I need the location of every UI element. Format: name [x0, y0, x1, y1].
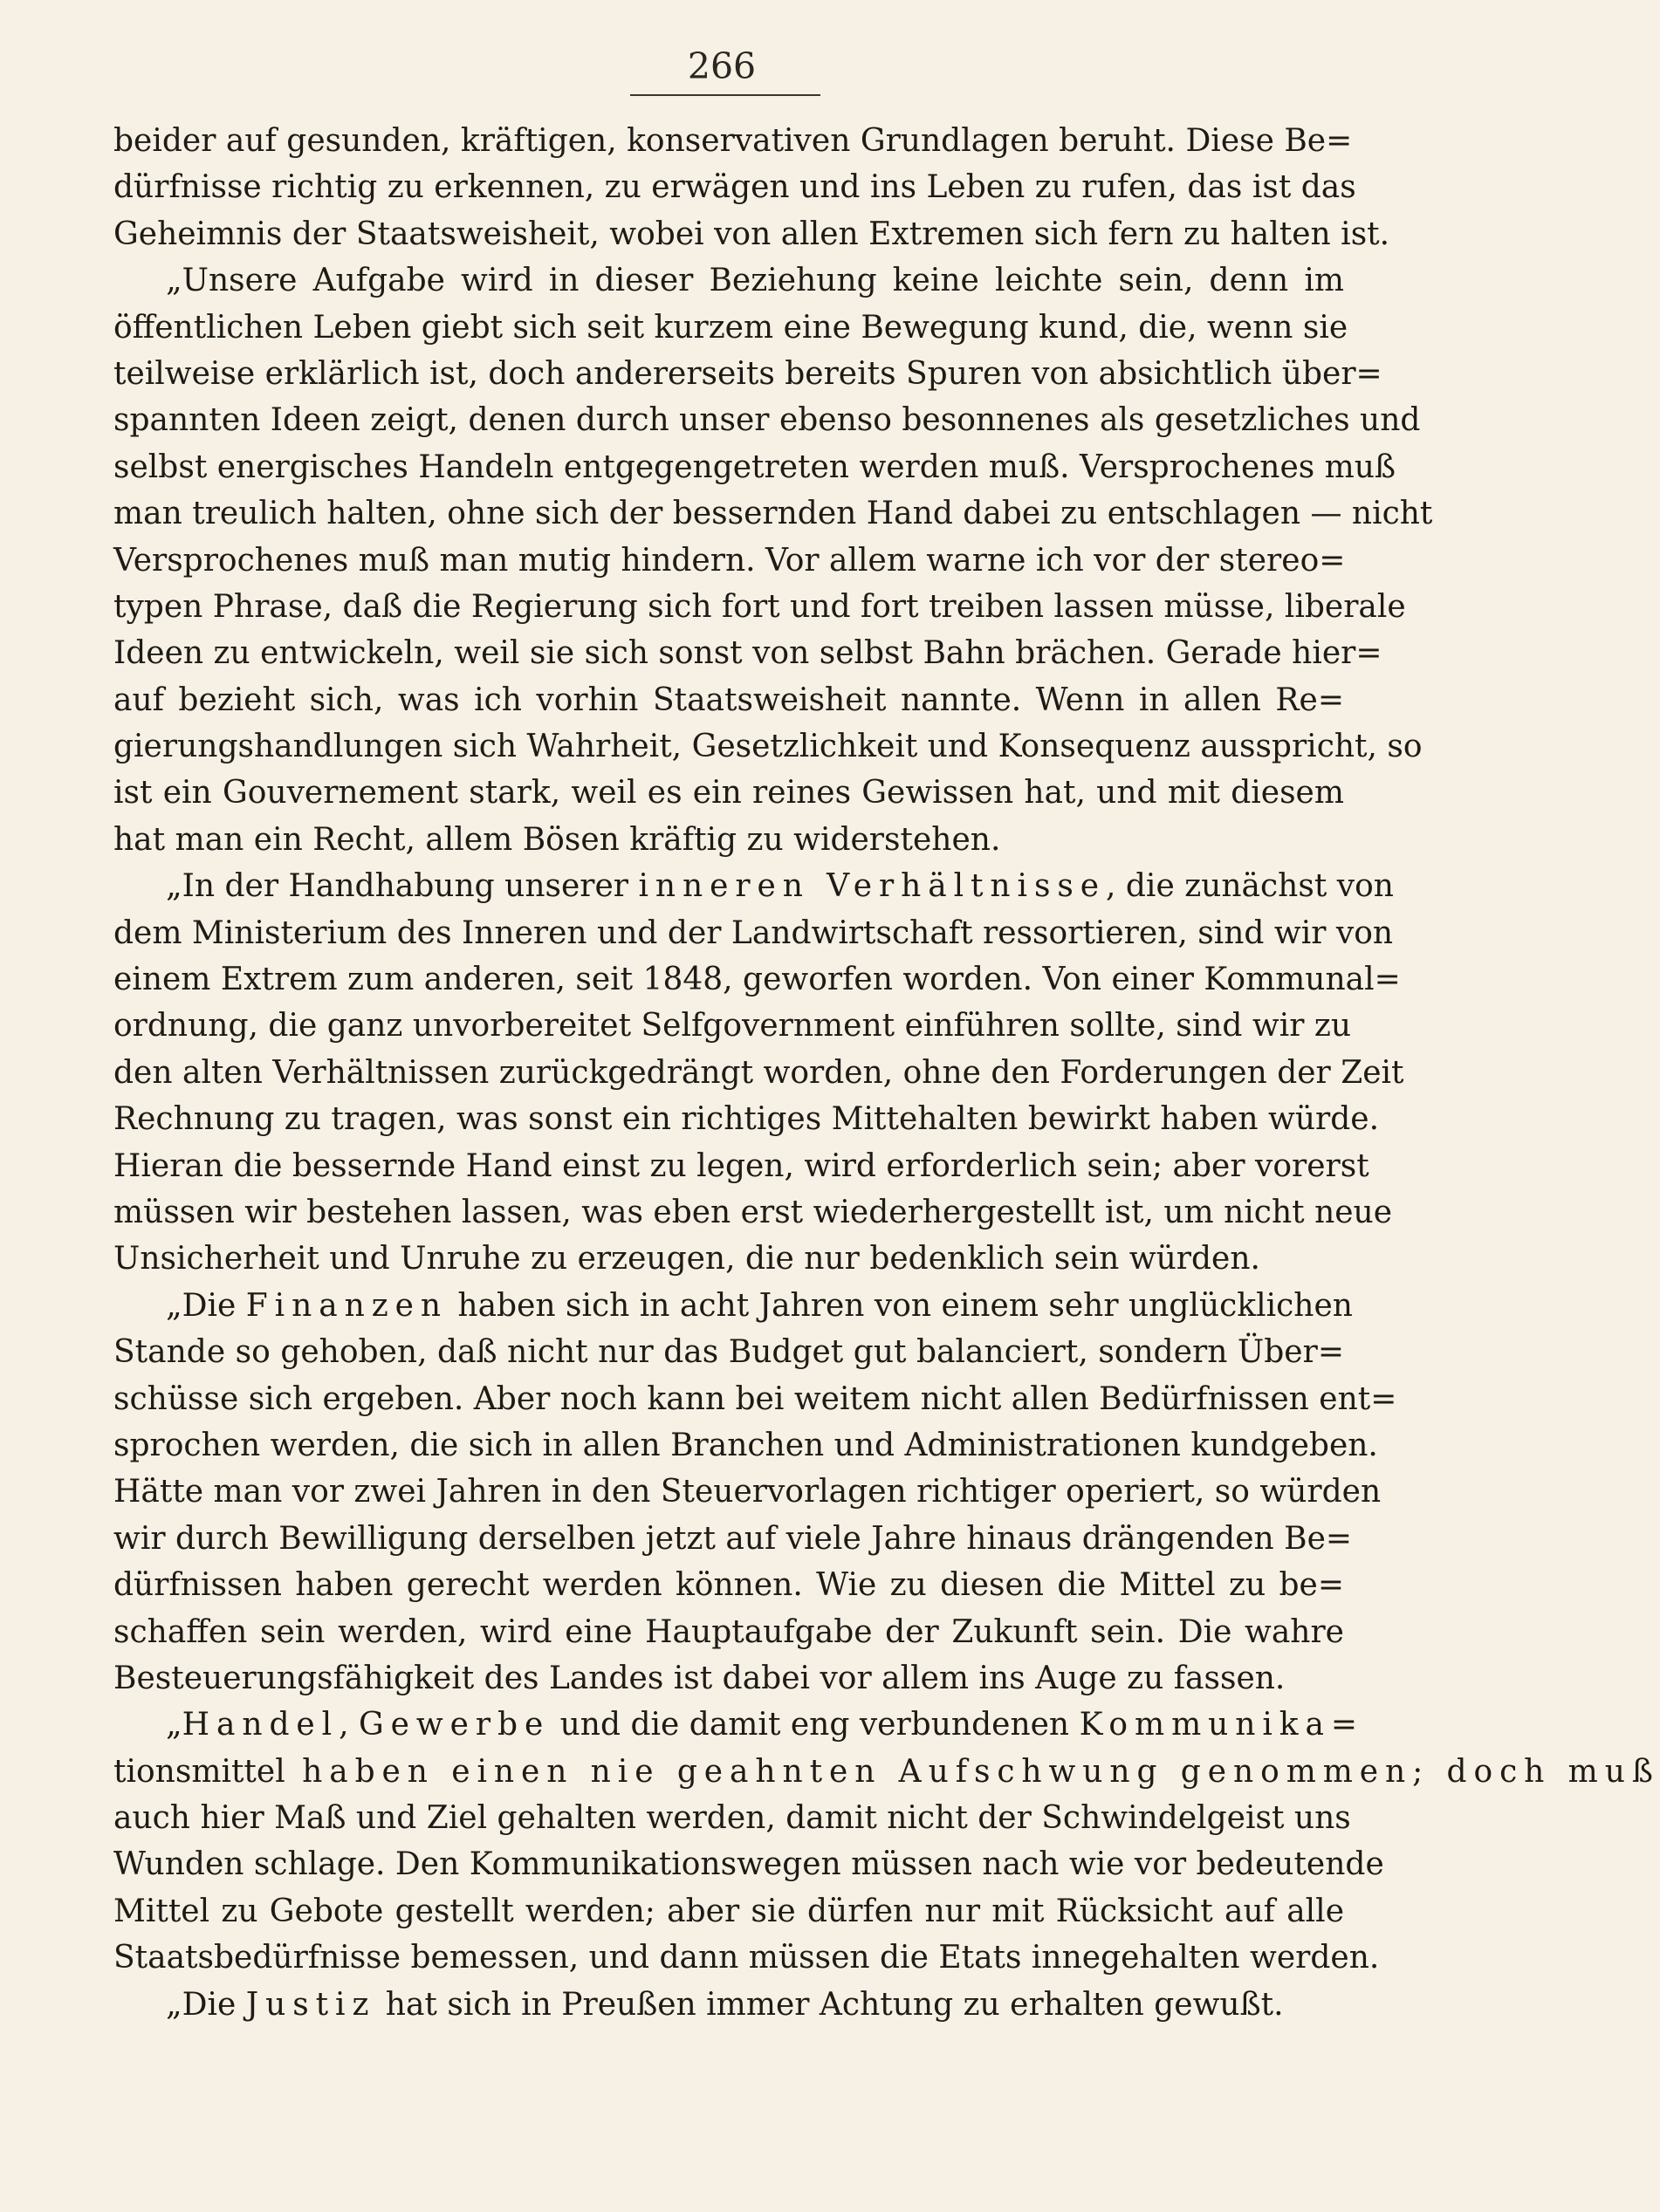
text-line	[113, 1329, 1344, 1375]
text-segment: „Unsere Aufgabe wird in dieser Beziehung keine leichte sein, denn im	[166, 263, 1344, 299]
emphasized-text: inneren Verhältnisse	[638, 868, 1106, 905]
text-segment: Versprochenes muß man mutig hindern. Vor allem warne ich vor der stereo=	[113, 542, 1346, 579]
text-line	[113, 444, 1396, 490]
paragraph	[113, 863, 1404, 1283]
paragraph	[113, 1283, 1397, 1702]
paragraph	[113, 257, 1433, 863]
text-segment: „Die	[166, 1287, 246, 1324]
text-segment: Rechnung zu tragen, was sonst ein richtiges Mittehalten bewirkt haben würde.	[113, 1101, 1380, 1138]
text-line	[113, 584, 1406, 630]
text-line	[113, 1096, 1380, 1142]
text-segment: „	[166, 1707, 182, 1743]
text-line	[113, 677, 1344, 723]
paragraph	[113, 1982, 1344, 2028]
text-segment: haben sich in acht Jahren von einem sehr unglücklichen	[447, 1287, 1353, 1324]
text-line	[113, 817, 1344, 863]
body-text	[113, 118, 1660, 2028]
text-segment: Hätte man vor zwei Jahren in den Steuervorlagen richtiger operiert, so würden	[113, 1474, 1382, 1510]
text-line	[113, 257, 1344, 304]
text-line	[113, 1982, 1344, 2028]
text-line	[113, 723, 1423, 770]
text-line	[113, 1702, 1364, 1748]
text-segment: und die damit eng verbundenen	[550, 1707, 1080, 1743]
text-segment: selbst energisches Handeln entgegengetreten werden muß. Versprochenes muß	[113, 449, 1396, 485]
emphasized-text: Gewerbe	[358, 1707, 551, 1743]
text-segment: tionsmittel	[113, 1753, 285, 1790]
text-segment: , die zunächst von	[1106, 868, 1394, 905]
text-line	[113, 956, 1401, 1003]
paragraph	[113, 1702, 1660, 1981]
text-line	[113, 1143, 1369, 1189]
text-line	[113, 305, 1348, 351]
text-line	[113, 490, 1433, 537]
text-segment: auch hier Maß und Ziel gehalten werden, damit nicht der Schwindelgeist uns	[113, 1800, 1351, 1837]
text-line	[113, 1516, 1353, 1562]
text-line	[113, 1888, 1344, 1935]
text-segment: wir durch Bewilligung derselben jetzt auf viele Jahre hinaus drängenden Be=	[113, 1520, 1353, 1557]
text-segment: ,	[339, 1707, 359, 1743]
text-line	[113, 1003, 1352, 1049]
text-line	[113, 1795, 1351, 1841]
text-segment: schaffen sein werden, wird eine Hauptaufgabe der Zukunft sein. Die wahre	[113, 1613, 1344, 1650]
text-line	[113, 1749, 1660, 1795]
text-line	[113, 1935, 1380, 1981]
text-segment: Besteuerungsfähigkeit des Landes ist dabei vor allem ins Auge zu fassen.	[113, 1660, 1286, 1696]
emphasized-text: haben einen nie geahnten Aufschwung genommen; doch muß	[285, 1753, 1660, 1790]
text-segment: „Die	[166, 1986, 246, 2023]
text-line	[113, 910, 1394, 956]
text-line	[113, 1189, 1393, 1236]
text-line	[113, 1422, 1378, 1469]
text-segment: hat man ein Recht, allem Bösen kräftig zu widerstehen.	[113, 821, 1001, 858]
text-segment: Geheimnis der Staatsweisheit, wobei von allen Extremen sich fern zu halten ist.	[113, 216, 1390, 252]
text-line	[113, 1655, 1344, 1702]
text-line	[113, 538, 1344, 584]
text-line	[113, 1562, 1344, 1608]
text-segment: Mittel zu Gebote gestellt werden; aber sie dürfen nur mit Rücksicht auf alle	[113, 1893, 1344, 1929]
text-segment: Unsicherheit und Unruhe zu erzeugen, die nur bedenklich sein würden.	[113, 1241, 1260, 1277]
text-segment: teilweise erklärlich ist, doch andererseits bereits Spuren von absichtlich über=	[113, 355, 1382, 392]
text-segment: dürfnissen haben gerecht werden können. Wie zu diesen die Mittel zu be=	[113, 1567, 1344, 1604]
text-segment: „In der Handhabung unserer	[166, 868, 639, 905]
paragraph	[113, 118, 1390, 257]
text-line	[113, 1050, 1404, 1096]
header-rule	[630, 94, 820, 96]
text-line	[113, 351, 1382, 397]
page-number: 266	[687, 45, 757, 87]
text-segment: müssen wir bestehen lassen, was eben erst wiederhergestellt ist, um nicht neue	[113, 1194, 1393, 1230]
text-line	[113, 1376, 1397, 1422]
text-line	[113, 770, 1344, 816]
text-segment: sprochen werden, die sich in allen Branchen und Administrationen kundgeben.	[113, 1427, 1378, 1463]
text-line	[113, 630, 1382, 676]
text-line	[113, 1469, 1382, 1515]
text-segment: schüsse sich ergeben. Aber noch kann bei weitem nicht allen Bedürfnissen ent=	[113, 1380, 1397, 1417]
text-segment: spannten Ideen zeigt, denen durch unser ebenso besonnenes als gesetzliches und	[113, 402, 1421, 439]
text-segment: dem Ministerium des Inneren und der Landwirtschaft ressortieren, sind wir von	[113, 914, 1394, 951]
text-segment: öffentlichen Leben giebt sich seit kurzem eine Bewegung kund, die, wenn sie	[113, 309, 1348, 346]
text-segment: ordnung, die ganz unvorbereitet Selfgovernment einführen sollte, sind wir zu	[113, 1008, 1352, 1044]
text-segment: dürfnisse richtig zu erkennen, zu erwägen und ins Leben zu rufen, das ist das	[113, 169, 1356, 206]
text-segment: beider auf gesunden, kräftigen, konservativen Grundlagen beruht. Diese Be=	[113, 123, 1353, 159]
text-segment: einem Extrem zum anderen, seit 1848, geworfen worden. Von einer Kommunal=	[113, 962, 1401, 998]
emphasized-text: Kommunika=	[1079, 1707, 1364, 1743]
text-line	[113, 863, 1394, 909]
text-segment: typen Phrase, daß die Regierung sich fort und fort treiben lassen müsse, liberale	[113, 588, 1406, 625]
text-line	[113, 1236, 1344, 1282]
text-line	[113, 211, 1390, 257]
emphasized-text: Finanzen	[245, 1287, 448, 1324]
text-segment: Hieran die bessernde Hand einst zu legen, wird erforderlich sein; aber vorerst	[113, 1147, 1369, 1184]
text-segment: auf bezieht sich, was ich vorhin Staatsweisheit nannte. Wenn in allen Re=	[113, 681, 1344, 718]
text-segment: Wunden schlage. Den Kommunikationswegen müssen nach wie vor bedeutende	[113, 1846, 1384, 1883]
text-line	[113, 1609, 1344, 1655]
text-segment: gierungshandlungen sich Wahrheit, Gesetzlichkeit und Konsequenz ausspricht, so	[113, 729, 1423, 765]
text-line	[113, 1283, 1353, 1329]
text-segment: ist ein Gouvernement stark, weil es ein reines Gewissen hat, und mit diesem	[113, 775, 1344, 812]
emphasized-text: Handel	[182, 1707, 340, 1743]
text-segment: Stande so gehoben, daß nicht nur das Budget gut balanciert, sondern Über=	[113, 1334, 1344, 1371]
text-line	[113, 118, 1353, 164]
text-segment: Staatsbedürfnisse bemessen, und dann müssen die Etats innegehalten werden.	[113, 1940, 1380, 1976]
text-segment: Ideen zu entwickeln, weil sie sich sonst von selbst Bahn brächen. Gerade hier=	[113, 635, 1382, 672]
text-line	[113, 397, 1421, 443]
text-segment: hat sich in Preußen immer Achtung zu erhalten gewußt.	[375, 1986, 1284, 2023]
text-line	[113, 1841, 1384, 1887]
text-line	[113, 164, 1356, 210]
emphasized-text: Justiz	[245, 1986, 376, 2023]
text-segment: man treulich halten, ohne sich der bessernden Hand dabei zu entschlagen — nicht	[113, 496, 1433, 532]
text-segment: den alten Verhältnissen zurückgedrängt worden, ohne den Forderungen der Zeit	[113, 1054, 1404, 1091]
